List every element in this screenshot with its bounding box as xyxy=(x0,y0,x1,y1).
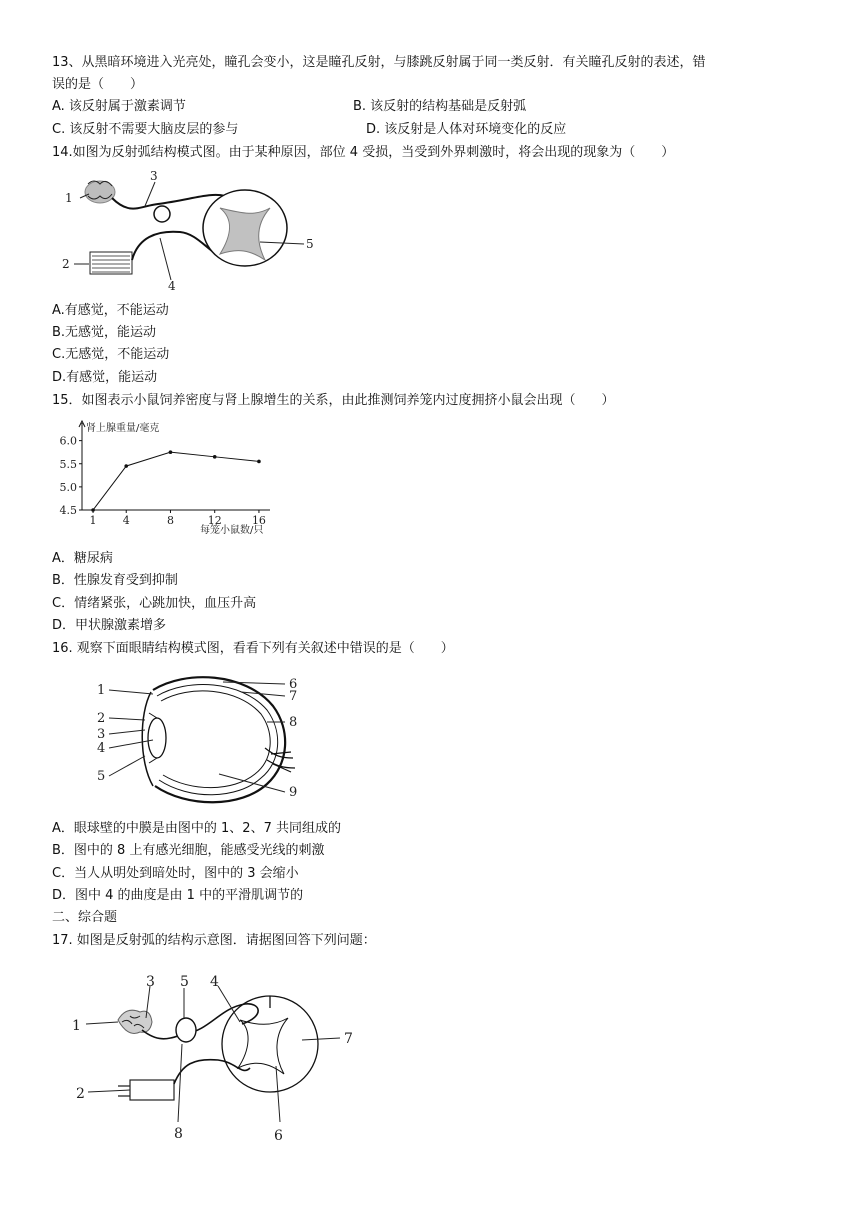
q17-label-1: 1 xyxy=(72,1018,81,1034)
q17-label-6: 6 xyxy=(274,1128,283,1144)
q14-label-1: 1 xyxy=(65,191,73,205)
q16-stem: 16. 观察下面眼睛结构模式图，看看下列有关叙述中错误的是（ ） xyxy=(52,641,454,656)
q14-ganglion xyxy=(154,206,170,222)
chart-series-line xyxy=(93,452,259,510)
q13-option-a: A. 该反射属于激素调节 xyxy=(52,99,186,114)
q14-stem: 14.如图为反射弧结构模式图。由于某种原因，部位 4 受损，当受到外界刺激时，将会出现的现象为（ ） xyxy=(52,145,675,160)
q14-label-3: 3 xyxy=(150,169,158,183)
q13-option-c: C. 该反射不需要大脑皮层的参与 xyxy=(52,122,239,137)
q16-option-a: A．眼球壁的中膜是由图中的 1、2、7 共同组成的 xyxy=(52,821,341,836)
q13-option-d: D. 该反射是人体对环境变化的反应 xyxy=(366,122,567,137)
chart-x-tick-label: 1 xyxy=(89,514,97,527)
chart-data-point xyxy=(257,460,261,464)
q15-line-chart xyxy=(58,418,288,540)
q16-label-9: 9 xyxy=(289,785,298,800)
q16-option-b: B．图中的 8 上有感光细胞，能感受光线的刺激 xyxy=(52,843,325,858)
q14-spinal-cord xyxy=(203,190,287,266)
q14-afferent-nerve xyxy=(112,195,225,209)
section-2-title: 二、综合题 xyxy=(52,910,118,925)
q16-option-c: C．当人从明处到暗处时，图中的 3 会缩小 xyxy=(52,866,299,881)
q13-option-b: B. 该反射的结构基础是反射弧 xyxy=(353,99,527,114)
q14-reflex-arc-diagram xyxy=(60,168,320,293)
q17-spinal-cord xyxy=(222,996,318,1092)
q17-reflex-arc-diagram xyxy=(70,972,360,1147)
q15-option-b: B．性腺发育受到抑制 xyxy=(52,573,178,588)
q16-label-3: 3 xyxy=(97,727,106,742)
q16-label-6: 6 xyxy=(289,677,298,692)
chart-axes xyxy=(79,421,270,510)
q16-label-4: 4 xyxy=(97,741,106,756)
q17-label-2: 2 xyxy=(76,1086,85,1102)
q14-effector-muscle xyxy=(90,252,132,274)
q14-option-d: D.有感觉，能运动 xyxy=(52,370,158,385)
chart-x-tick-label: 16 xyxy=(251,514,266,527)
chart-data-point xyxy=(124,464,128,468)
chart-x-axis-label: 每笼小鼠数/只 xyxy=(200,525,264,536)
q17-label-4: 4 xyxy=(210,974,219,990)
q15-option-c: C．情绪紧张，心跳加快，血压升高 xyxy=(52,596,257,611)
q17-stem: 17. 如图是反射弧的结构示意图．请据图回答下列问题： xyxy=(52,933,376,948)
q16-eyeball xyxy=(142,677,285,802)
chart-y-tick-label: 5.5 xyxy=(59,457,77,471)
q14-option-a: A.有感觉，不能运动 xyxy=(52,303,169,318)
q16-eye-structure-diagram xyxy=(95,668,315,808)
chart-x-tick-label: 12 xyxy=(207,514,222,527)
q17-label-3: 3 xyxy=(146,974,155,990)
chart-data-point xyxy=(91,508,95,512)
q14-option-c: C.无感觉，不能运动 xyxy=(52,347,170,362)
q14-receptor xyxy=(85,181,115,203)
q13-stem-line1: 13、从黑暗环境进入光亮处，瞳孔会变小，这是瞳孔反射，与膝跳反射属于同一类反射．有关瞳孔反射的表述，错 xyxy=(52,55,706,70)
q15-stem: 15．如图表示小鼠饲养密度与肾上腺增生的关系，由此推测饲养笼内过度拥挤小鼠会出现（ ） xyxy=(52,393,615,408)
q13-stem-line2: 误的是（ ） xyxy=(52,77,144,92)
q17-label-5: 5 xyxy=(180,974,189,990)
chart-points xyxy=(91,450,260,511)
q14-option-b: B.无感觉，能运动 xyxy=(52,325,157,340)
chart-data-point xyxy=(213,455,217,459)
q14-label-2: 2 xyxy=(62,257,70,271)
chart-y-tick-label: 4.5 xyxy=(59,504,77,517)
chart-y-tick-label: 5.0 xyxy=(59,480,77,494)
q14-label-4: 4 xyxy=(168,279,176,293)
q16-label-1: 1 xyxy=(97,683,106,698)
q17-ganglion xyxy=(176,1018,196,1042)
chart-y-ticks xyxy=(60,435,83,517)
q17-label-8: 8 xyxy=(174,1126,183,1142)
q15-option-a: A．糖尿病 xyxy=(52,551,113,566)
chart-x-tick-label: 4 xyxy=(122,514,130,527)
q16-option-d: D．图中 4 的曲度是由 1 中的平滑肌调节的 xyxy=(52,888,304,903)
chart-y-axis-label: 肾上腺重量/毫克 xyxy=(86,423,160,434)
chart-data-point xyxy=(169,450,173,454)
q16-label-8: 8 xyxy=(289,715,298,730)
q15-option-d: D．甲状腺激素增多 xyxy=(52,618,167,633)
q14-label-5: 5 xyxy=(306,237,314,251)
chart-y-tick-label: 6.0 xyxy=(59,434,77,448)
q16-label-5: 5 xyxy=(97,769,106,784)
q17-label-7: 7 xyxy=(344,1031,353,1047)
chart-x-tick-label: 8 xyxy=(166,514,174,527)
q16-label-7: 7 xyxy=(289,689,298,704)
q16-label-2: 2 xyxy=(97,711,106,726)
